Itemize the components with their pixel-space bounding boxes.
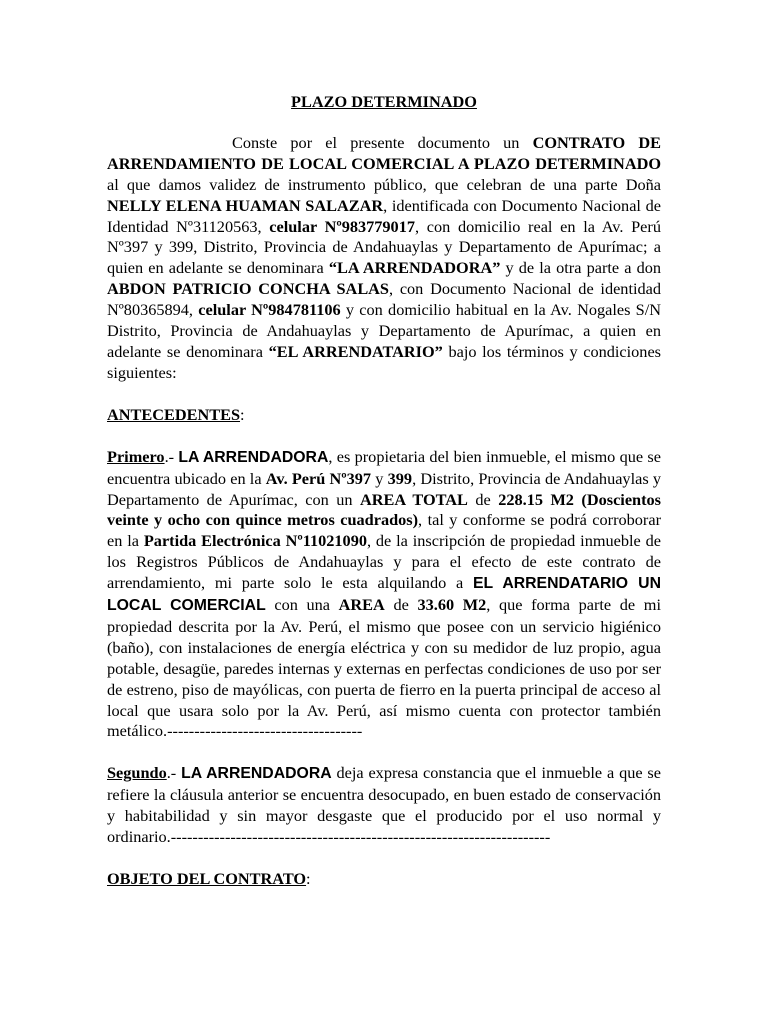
property-address: Av. Perú Nº397	[265, 468, 372, 488]
lessee-alias: “EL ARRENDATARIO”	[268, 341, 443, 361]
clause-text: con una	[265, 595, 339, 615]
document-title: PLAZO DETERMINADO	[291, 92, 477, 111]
clause-text: de	[384, 595, 418, 615]
area-label: AREA	[338, 595, 385, 615]
lessee-phone: celular Nº984781106	[198, 300, 341, 320]
clause-text: de	[467, 489, 499, 509]
lessor-alias: LA ARRENDADORA	[181, 765, 332, 783]
clause-text: , Distrito, Provincia de Andahuaylas y Departamento de Apurímac, con un	[107, 468, 662, 509]
objeto-heading-text: OBJETO DEL CONTRATO	[107, 869, 307, 888]
intro-text: bajo los términos y condiciones siguientes:	[107, 341, 662, 382]
clause-text: deja expresa constancia que el inmueble a que se refiere la cláusula anterior se encuentra desocupado, en buen estado de conservación y habitabilidad y sin mayor desgaste que el producido por el uso normal y ordinario.----------------------------------------------------------------------	[107, 763, 661, 847]
intro-text: Conste por el presente documento un	[232, 132, 533, 152]
clause-text: , de la inscripción de propiedad inmueble de los Registros Públicos de Andahuaylas y para el efecto de este contrato de arrendamiento, mi parte solo le esta alquilando a	[107, 531, 661, 593]
total-area-label: AREA TOTAL	[359, 489, 468, 509]
lessor-alias: “LA ARRENDADORA”	[328, 258, 501, 278]
antecedentes-heading-text: ANTECEDENTES	[107, 404, 241, 424]
lessee-name: ABDON PATRICIO CONCHA SALAS	[107, 279, 389, 299]
clause-text: .-	[166, 763, 182, 783]
clause-text: , tal y conforme se podrá corroborar en la	[107, 510, 662, 551]
clause-primero	[107, 447, 661, 743]
intro-text: , identificada con Documento Nacional de Identidad Nº31120563,	[107, 195, 661, 236]
lessor-alias: LA ARRENDADORA	[178, 448, 329, 466]
clause-text: , es propietaria del bien inmueble, el mismo que se encuentra ubicado en la	[107, 446, 661, 488]
objeto-heading	[107, 869, 661, 890]
antecedentes-heading	[107, 405, 661, 426]
intro-paragraph	[107, 133, 661, 384]
clause-text: y	[371, 468, 388, 488]
lessor-phone: celular Nº983779017	[269, 216, 415, 236]
intro-text: y de la otra parte a don	[500, 258, 662, 278]
intro-text: y con domicilio habitual en la Av. Nogales S/N Distrito, Provincia de Andahuaylas y Departamento de Apurímac, a quien en adelante se denominara	[107, 300, 662, 361]
total-area-value: 228.15 M2 (Doscientos veinte y ocho con quince metros cuadrados)	[107, 489, 662, 530]
contract-type: CONTRATO DE ARRENDAMIENTO DE LOCAL COMERCIAL A PLAZO DETERMINADO	[107, 132, 661, 173]
clause-label: Primero	[107, 446, 165, 466]
intro-text: , con domicilio real en la Av. Perú Nº397 y 399, Distrito, Provincia de Andahuaylas y Departamento de Apurímac; a quien en adelante se denominara	[107, 216, 661, 278]
clause-text: .-	[164, 446, 179, 466]
property-number: 399	[387, 468, 413, 488]
rented-area-value: 33.60 M2	[417, 595, 487, 615]
rented-premises: EL ARRENDATARIO UN LOCAL COMERCIAL	[107, 575, 661, 615]
heading-colon: :	[306, 869, 311, 888]
heading-colon: :	[240, 404, 245, 424]
clause-label: Segundo	[107, 763, 167, 783]
lessor-name: NELLY ELENA HUAMAN SALAZAR	[107, 195, 384, 215]
clause-text: , que forma parte de mi propiedad descrita por la Av. Perú, el mismo que posee con un servicio higiénico (baño), con instalaciones de energía eléctrica y con su medidor de luz propio, agua potable, desagüe, paredes internas y externas en perfectas condiciones de uso por ser de estreno, piso de mayólicas, con puerta de fierro en la puerta principal de acceso al local que usara solo por la Av. Perú, así mismo cuenta con protector también metálico.------------------------------------	[107, 595, 661, 741]
intro-text: al que damos validez de instrumento público, que celebran de una parte Doña	[107, 174, 661, 194]
intro-text: , con Documento Nacional de identidad Nº80365894,	[107, 279, 662, 320]
registry-entry: Partida Electrónica Nº11021090	[143, 531, 367, 551]
clause-segundo	[107, 763, 661, 848]
